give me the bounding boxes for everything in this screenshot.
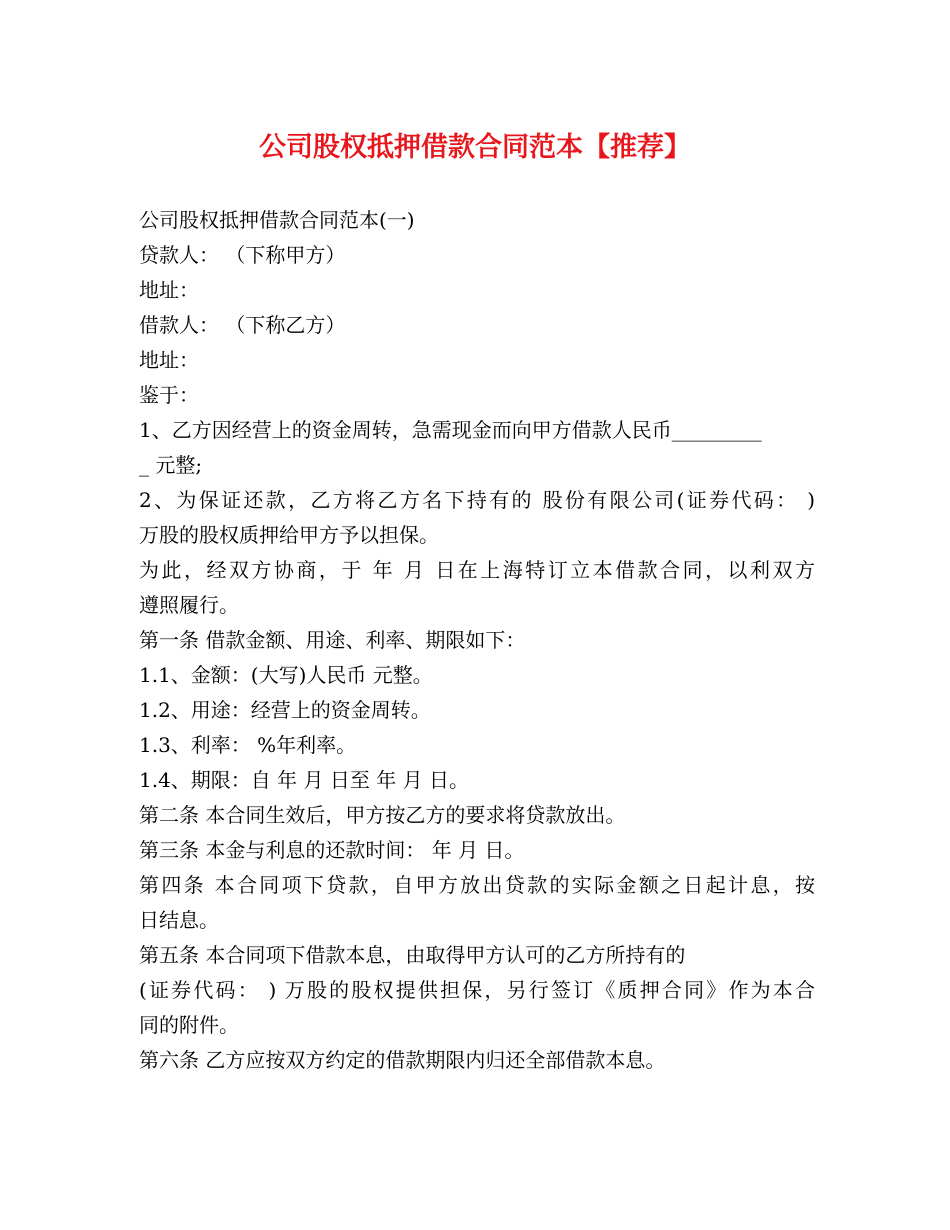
- recital-2-line-2: 万股的股权质押给甲方予以担保。: [139, 523, 439, 547]
- article-5-line-2: (证券代码： ) 万股的股权提供担保，另行签订《质押合同》作为本合: [139, 978, 815, 1002]
- article-5-line-1: 第五条 本合同项下借款本息，由取得甲方认可的乙方所持有的: [139, 943, 686, 967]
- lender-line: 贷款人： （下称甲方）: [139, 243, 346, 267]
- document-title: 公司股权抵押借款合同范本【推荐】: [259, 132, 691, 163]
- clause-1-3: 1.3、利率： %年利率。: [139, 733, 357, 757]
- article-2: 第二条 本合同生效后，甲方按乙方的要求将贷款放出。: [139, 803, 626, 827]
- clause-1-2: 1.2、用途：经营上的资金周转。: [139, 698, 431, 722]
- recital-1-line-1: 1、乙方因经营上的资金周转，急需现金而向甲方借款人民币_________: [139, 418, 762, 442]
- recital-1-line-2: _ 元整;: [139, 453, 203, 477]
- agreement-intro-line-2: 遵照履行。: [139, 593, 239, 617]
- whereas-line: 鉴于：: [139, 383, 199, 407]
- borrower-line: 借款人： （下称乙方）: [139, 313, 346, 337]
- contract-body: [139, 203, 815, 1078]
- article-1-heading: 第一条 借款金额、用途、利率、期限如下：: [139, 628, 526, 652]
- article-6: 第六条 乙方应按双方约定的借款期限内归还全部借款本息。: [139, 1048, 666, 1072]
- article-4-line-2: 日结息。: [139, 908, 219, 932]
- lender-address-line: 地址：: [139, 278, 199, 302]
- clause-1-1: 1.1、金额：(大写)人民币 元整。: [139, 663, 433, 687]
- agreement-intro-line-1: 为此，经双方协商，于 年 月 日在上海特订立本借款合同，以利双方: [139, 558, 815, 582]
- clause-1-4: 1.4、期限：自 年 月 日至 年 月 日。: [139, 768, 469, 792]
- article-3: 第三条 本金与利息的还款时间： 年 月 日。: [139, 838, 525, 862]
- article-5-line-3: 同的附件。: [139, 1013, 239, 1037]
- section-heading: 公司股权抵押借款合同范本(一): [139, 208, 415, 232]
- article-4-line-1: 第四条 本合同项下贷款，自甲方放出贷款的实际金额之日起计息，按: [139, 873, 815, 897]
- recital-2-line-1: 2、为保证还款，乙方将乙方名下持有的 股份有限公司(证券代码： ): [139, 488, 815, 512]
- borrower-address-line: 地址：: [139, 348, 199, 372]
